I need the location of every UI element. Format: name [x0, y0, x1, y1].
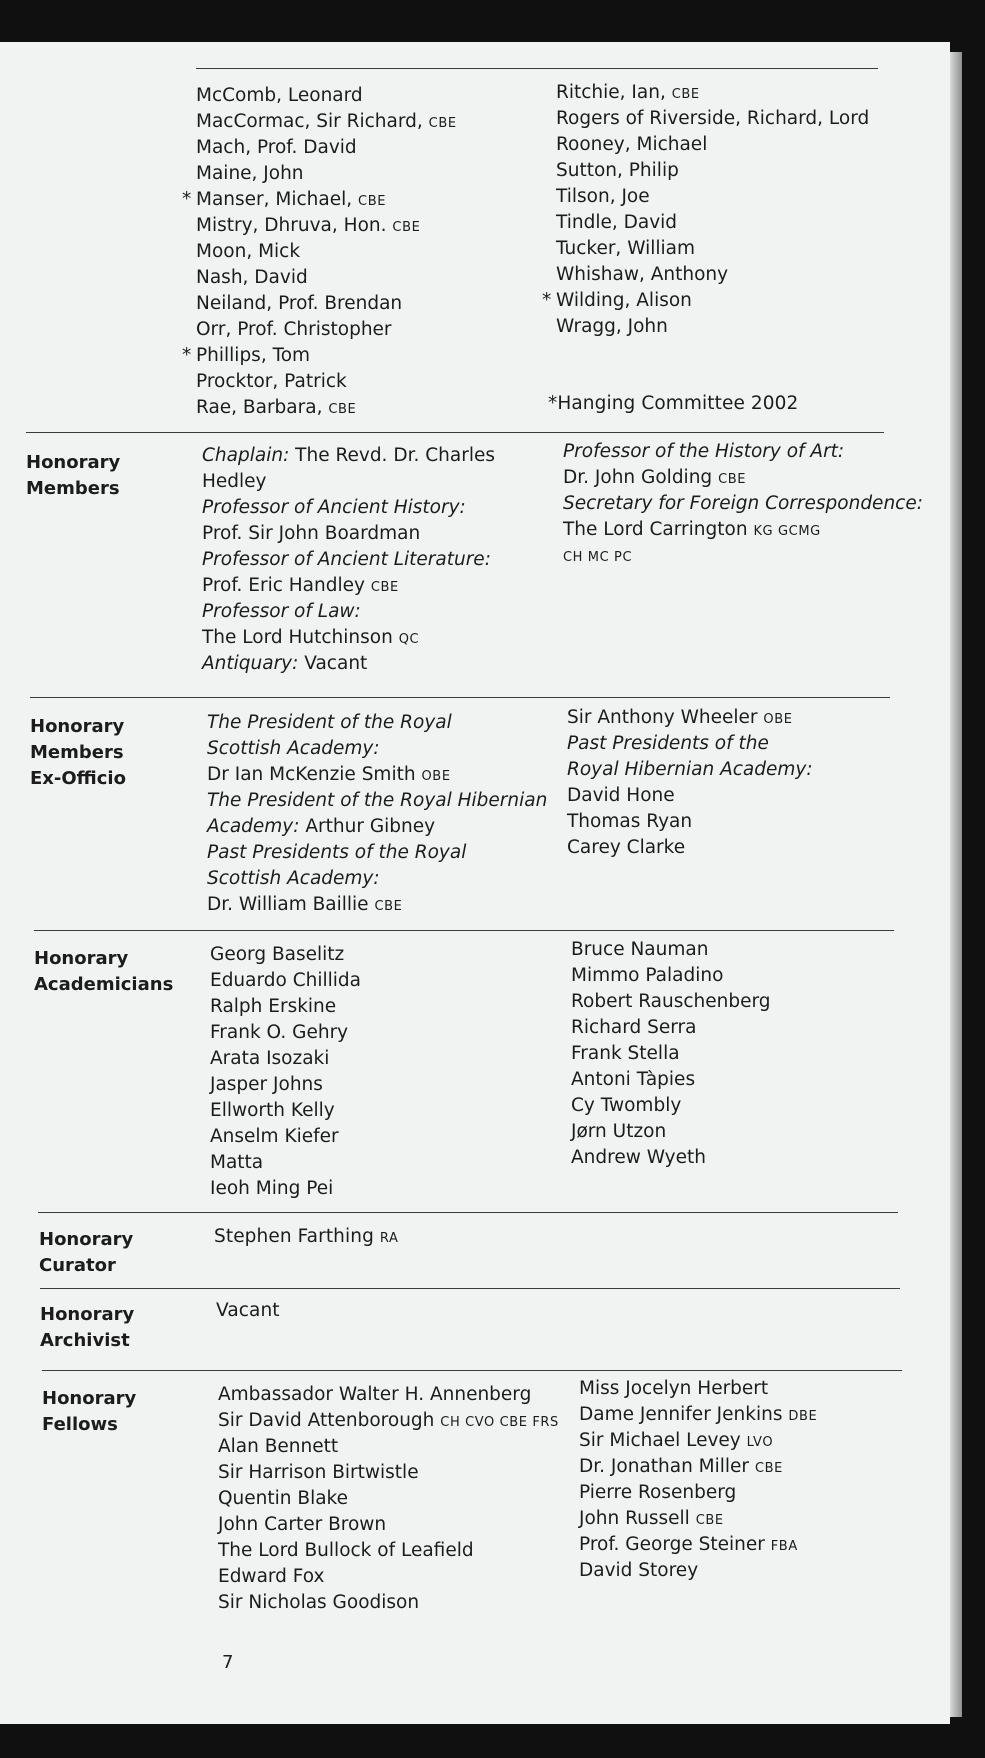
honours-suffix: CBE [392, 220, 421, 235]
list-item [218, 1408, 559, 1434]
hanging-committee-mark: * [182, 189, 192, 210]
hanging-committee-mark: * [182, 345, 192, 366]
member-name: Sutton, Philip [556, 160, 679, 181]
list-item [202, 599, 495, 625]
fellow-name: John Russell [579, 1508, 690, 1529]
heading-line: Curator [39, 1255, 116, 1276]
fellow-name: Dame Jennifer Jenkins [579, 1404, 783, 1425]
office-title: Academy: [207, 816, 300, 837]
page-number: 7 [222, 1652, 234, 1673]
list-item [196, 395, 457, 421]
curator-name-suffix: RA [379, 1231, 399, 1246]
holder-name: Arthur Gibney [299, 816, 436, 837]
list-item [567, 783, 813, 809]
ex-officio-left [207, 710, 547, 918]
list-item [218, 1434, 559, 1460]
list-item [196, 239, 457, 265]
holder-name: Prof. Eric Handley [202, 575, 365, 596]
list-item [182, 187, 457, 213]
section-rule [30, 697, 890, 698]
honours-suffix: QC [398, 632, 420, 647]
holder-name: Dr. John Golding [563, 467, 713, 488]
member-name: Tindle, David [556, 212, 678, 233]
list-item [196, 109, 457, 135]
fellow-name: Sir Nicholas Goodison [218, 1592, 420, 1613]
honorary-members-right [563, 439, 923, 569]
list-item [218, 1512, 559, 1538]
list-item: Jasper Johns [210, 1074, 323, 1095]
honours-suffix: CBE [328, 402, 357, 417]
fellow-name: Prof. George Steiner [579, 1534, 765, 1555]
list-item: Jørn Utzon [571, 1121, 667, 1142]
list-item [556, 158, 869, 184]
academicians-left-column [182, 83, 457, 421]
holder-name: Hedley [202, 471, 267, 492]
list-item [202, 573, 495, 599]
honours-suffix: OBE [763, 712, 793, 727]
list-item [196, 317, 457, 343]
book-page [0, 42, 950, 1724]
list-item [556, 132, 869, 158]
list-item [579, 1428, 817, 1454]
list-item [567, 835, 813, 861]
list-item: Ellworth Kelly [210, 1100, 335, 1121]
list-item: Arata Isozaki [210, 1048, 330, 1069]
honours-suffix: LVO [746, 1435, 774, 1450]
honorary-academicians-right [571, 937, 771, 1171]
list-item: Ieoh Ming Pei [210, 1178, 334, 1199]
list-item [218, 1382, 559, 1408]
member-name: Ritchie, Ian, [556, 82, 666, 103]
list-item: Mimmo Paladino [571, 965, 724, 986]
list-item [579, 1402, 817, 1428]
office-title: The President of the Royal Hibernian [207, 790, 548, 811]
office-title: Professor of Law: [202, 601, 361, 622]
list-item [563, 543, 923, 569]
member-name: Maine, John [196, 163, 304, 184]
honorary-archivist-value: Vacant [216, 1300, 280, 1321]
holder-name: The Lord Carrington [563, 519, 748, 540]
list-item [207, 736, 547, 762]
holder-name: Thomas Ryan [567, 811, 693, 832]
list-item [567, 731, 813, 757]
list-item [207, 762, 547, 788]
list-item [556, 210, 869, 236]
heading-line: Honorary [26, 452, 121, 473]
member-name: Manser, Michael, [196, 189, 353, 210]
office-title: Past Presidents of the Royal [207, 842, 467, 863]
list-item [563, 465, 923, 491]
office-title: Secretary for Foreign Correspondence: [563, 493, 923, 514]
list-item: Matta [210, 1152, 264, 1173]
honours-suffix: FBA [770, 1539, 798, 1554]
list-item: Cy Twombly [571, 1095, 682, 1116]
member-name: Orr, Prof. Christopher [196, 319, 392, 340]
list-item [563, 517, 923, 543]
list-item [202, 625, 495, 651]
office-title: Professor of Ancient Literature: [202, 549, 491, 570]
list-item: Frank Stella [571, 1043, 680, 1064]
list-item [579, 1558, 817, 1584]
list-item: Ralph Erskine [210, 996, 337, 1017]
list-item: Anselm Kiefer [210, 1126, 339, 1147]
honours-suffix: CBE [374, 899, 403, 914]
list-item [556, 80, 869, 106]
list-item [218, 1538, 559, 1564]
holder-name: Sir Anthony Wheeler [567, 707, 758, 728]
holder-name: The Revd. Dr. Charles [289, 445, 495, 466]
member-name: Mistry, Dhruva, Hon. [196, 215, 387, 236]
list-item [556, 184, 869, 210]
fellow-name: John Carter Brown [218, 1514, 387, 1535]
fellow-name: Pierre Rosenberg [579, 1482, 737, 1503]
page-edge [950, 52, 962, 1717]
list-item [556, 262, 869, 288]
list-item [218, 1460, 559, 1486]
fellow-name: Alan Bennett [218, 1436, 339, 1457]
member-name: Mach, Prof. David [196, 137, 357, 158]
honorary-archivist-heading [40, 1302, 134, 1354]
list-item [182, 343, 457, 369]
office-title: Chaplain: [202, 445, 290, 466]
section-rule [38, 1212, 898, 1213]
honours-suffix: CBE [671, 87, 700, 102]
office-title: Royal Hibernian Academy: [567, 759, 813, 780]
list-item [202, 521, 495, 547]
hanging-committee-footnote: *Hanging Committee 2002 [548, 393, 799, 414]
fellow-name: Ambassador Walter H. Annenberg [218, 1384, 532, 1405]
list-item [202, 443, 495, 469]
honours-suffix: CBE [718, 472, 747, 487]
honorary-members-left [202, 443, 495, 677]
fellow-name: Edward Fox [218, 1566, 325, 1587]
list-item [196, 83, 457, 109]
list-item: Richard Serra [571, 1017, 697, 1038]
fellow-name: Sir David Attenborough [218, 1410, 435, 1431]
honorary-members-heading [26, 450, 120, 502]
member-name: Rogers of Riverside, Richard, Lord [556, 108, 870, 129]
honours-suffix: OBE [421, 769, 451, 784]
member-name: Procktor, Patrick [196, 371, 347, 392]
list-item [202, 495, 495, 521]
member-name: Rooney, Michael [556, 134, 708, 155]
list-item [556, 314, 869, 340]
list-item: Eduardo Chillida [210, 970, 361, 991]
office-title: Scottish Academy: [207, 738, 380, 759]
list-item [207, 788, 547, 814]
list-item [196, 369, 457, 395]
fellow-name: Sir Michael Levey [579, 1430, 741, 1451]
heading-line: Honorary [39, 1229, 134, 1250]
office-title: Professor of Ancient History: [202, 497, 466, 518]
honorary-curator-heading [39, 1227, 133, 1279]
heading-line: Fellows [42, 1414, 118, 1435]
office-title: The President of the Royal [207, 712, 452, 733]
list-item [563, 439, 923, 465]
honours-suffix: CBE [754, 1461, 783, 1476]
holder-name: Prof. Sir John Boardman [202, 523, 421, 544]
member-name: McComb, Leonard [196, 85, 363, 106]
list-item [556, 236, 869, 262]
fellow-name: Dr. Jonathan Miller [579, 1456, 750, 1477]
hanging-committee-mark: * [542, 290, 552, 311]
honorary-fellows-heading [42, 1386, 136, 1438]
list-item [579, 1480, 817, 1506]
list-item [563, 491, 923, 517]
academicians-right-column [542, 80, 870, 340]
list-item: Robert Rauschenberg [571, 991, 771, 1012]
office-title: Scottish Academy: [207, 868, 380, 889]
member-name: Whishaw, Anthony [556, 264, 729, 285]
list-item [196, 213, 457, 239]
heading-line: Members [26, 478, 120, 499]
member-name: MacCormac, Sir Richard, [196, 111, 423, 132]
list-item [542, 288, 869, 314]
heading-line: Ex-Officio [30, 768, 126, 789]
curator-name-text: Stephen Farthing [214, 1226, 374, 1247]
list-item [579, 1532, 817, 1558]
heading-line: Honorary [42, 1388, 137, 1409]
list-item [207, 840, 547, 866]
list-item [202, 651, 495, 677]
member-name: Moon, Mick [196, 241, 301, 262]
list-item [196, 265, 457, 291]
list-item [202, 547, 495, 573]
section-rule [34, 930, 894, 931]
honorary-fellows-left [218, 1382, 559, 1616]
member-name: Neiland, Prof. Brendan [196, 293, 403, 314]
ex-officio-heading [30, 714, 126, 792]
honours-suffix: CH MC PC [563, 550, 633, 565]
heading-line: Academicians [34, 974, 174, 995]
fellow-name: The Lord Bullock of Leafield [218, 1540, 474, 1561]
office-title: Antiquary: [202, 653, 299, 674]
list-item [207, 814, 547, 840]
list-item [556, 106, 869, 132]
ex-officio-right [567, 705, 813, 861]
holder-name: Dr Ian McKenzie Smith [207, 764, 416, 785]
holder-name: Dr. William Baillie [207, 894, 369, 915]
list-item: Antoni Tàpies [571, 1069, 696, 1090]
list-item [218, 1486, 559, 1512]
list-item: Frank O. Gehry [210, 1022, 349, 1043]
holder-name: The Lord Hutchinson [202, 627, 393, 648]
section-rule [42, 1370, 902, 1371]
list-item: Andrew Wyeth [571, 1147, 706, 1168]
member-name: Wilding, Alison [556, 290, 692, 311]
honorary-academicians-left [210, 942, 361, 1202]
member-name: Rae, Barbara, [196, 397, 323, 418]
member-name: Tilson, Joe [556, 186, 650, 207]
list-item [207, 866, 547, 892]
fellow-name: David Storey [579, 1560, 699, 1581]
list-item [579, 1376, 817, 1402]
fellow-name: Sir Harrison Birtwistle [218, 1462, 419, 1483]
office-title: Professor of the History of Art: [563, 441, 845, 462]
member-name: Phillips, Tom [196, 345, 311, 366]
holder-name: Vacant [298, 653, 368, 674]
list-item [579, 1454, 817, 1480]
list-item [567, 705, 813, 731]
list-item [567, 809, 813, 835]
honorary-fellows-right [579, 1376, 817, 1584]
list-item [579, 1506, 817, 1532]
fellow-name: Miss Jocelyn Herbert [579, 1378, 769, 1399]
section-rule [196, 68, 878, 69]
list-item: Georg Baselitz [210, 944, 345, 965]
list-item: Bruce Nauman [571, 939, 709, 960]
office-title: Past Presidents of the [567, 733, 769, 754]
honours-suffix: DBE [788, 1409, 818, 1424]
heading-line: Honorary [30, 716, 125, 737]
heading-line: Archivist [40, 1330, 130, 1351]
list-item [196, 161, 457, 187]
member-name: Wragg, John [556, 316, 668, 337]
section-rule [40, 1288, 900, 1289]
list-item [196, 135, 457, 161]
honours-suffix: KG GCMG [753, 524, 821, 539]
honours-suffix: CBE [370, 580, 399, 595]
heading-line: Honorary [40, 1304, 135, 1325]
member-name: Tucker, William [556, 238, 695, 259]
holder-name: Carey Clarke [567, 837, 686, 858]
holder-name: David Hone [567, 785, 675, 806]
list-item [207, 892, 547, 918]
fellow-name: Quentin Blake [218, 1488, 348, 1509]
list-item [218, 1564, 559, 1590]
member-name: Nash, David [196, 267, 308, 288]
honours-suffix: CH CVO CBE FRS [440, 1415, 559, 1430]
list-item [218, 1590, 559, 1616]
list-item [196, 291, 457, 317]
heading-line: Members [30, 742, 124, 763]
section-rule [26, 432, 884, 433]
honours-suffix: CBE [695, 1513, 724, 1528]
list-item [202, 469, 495, 495]
honours-suffix: CBE [358, 194, 387, 209]
honorary-curator-name [214, 1224, 399, 1252]
list-item [567, 757, 813, 783]
list-item [207, 710, 547, 736]
honorary-academicians-heading [34, 946, 173, 998]
honours-suffix: CBE [428, 116, 457, 131]
heading-line: Honorary [34, 948, 129, 969]
